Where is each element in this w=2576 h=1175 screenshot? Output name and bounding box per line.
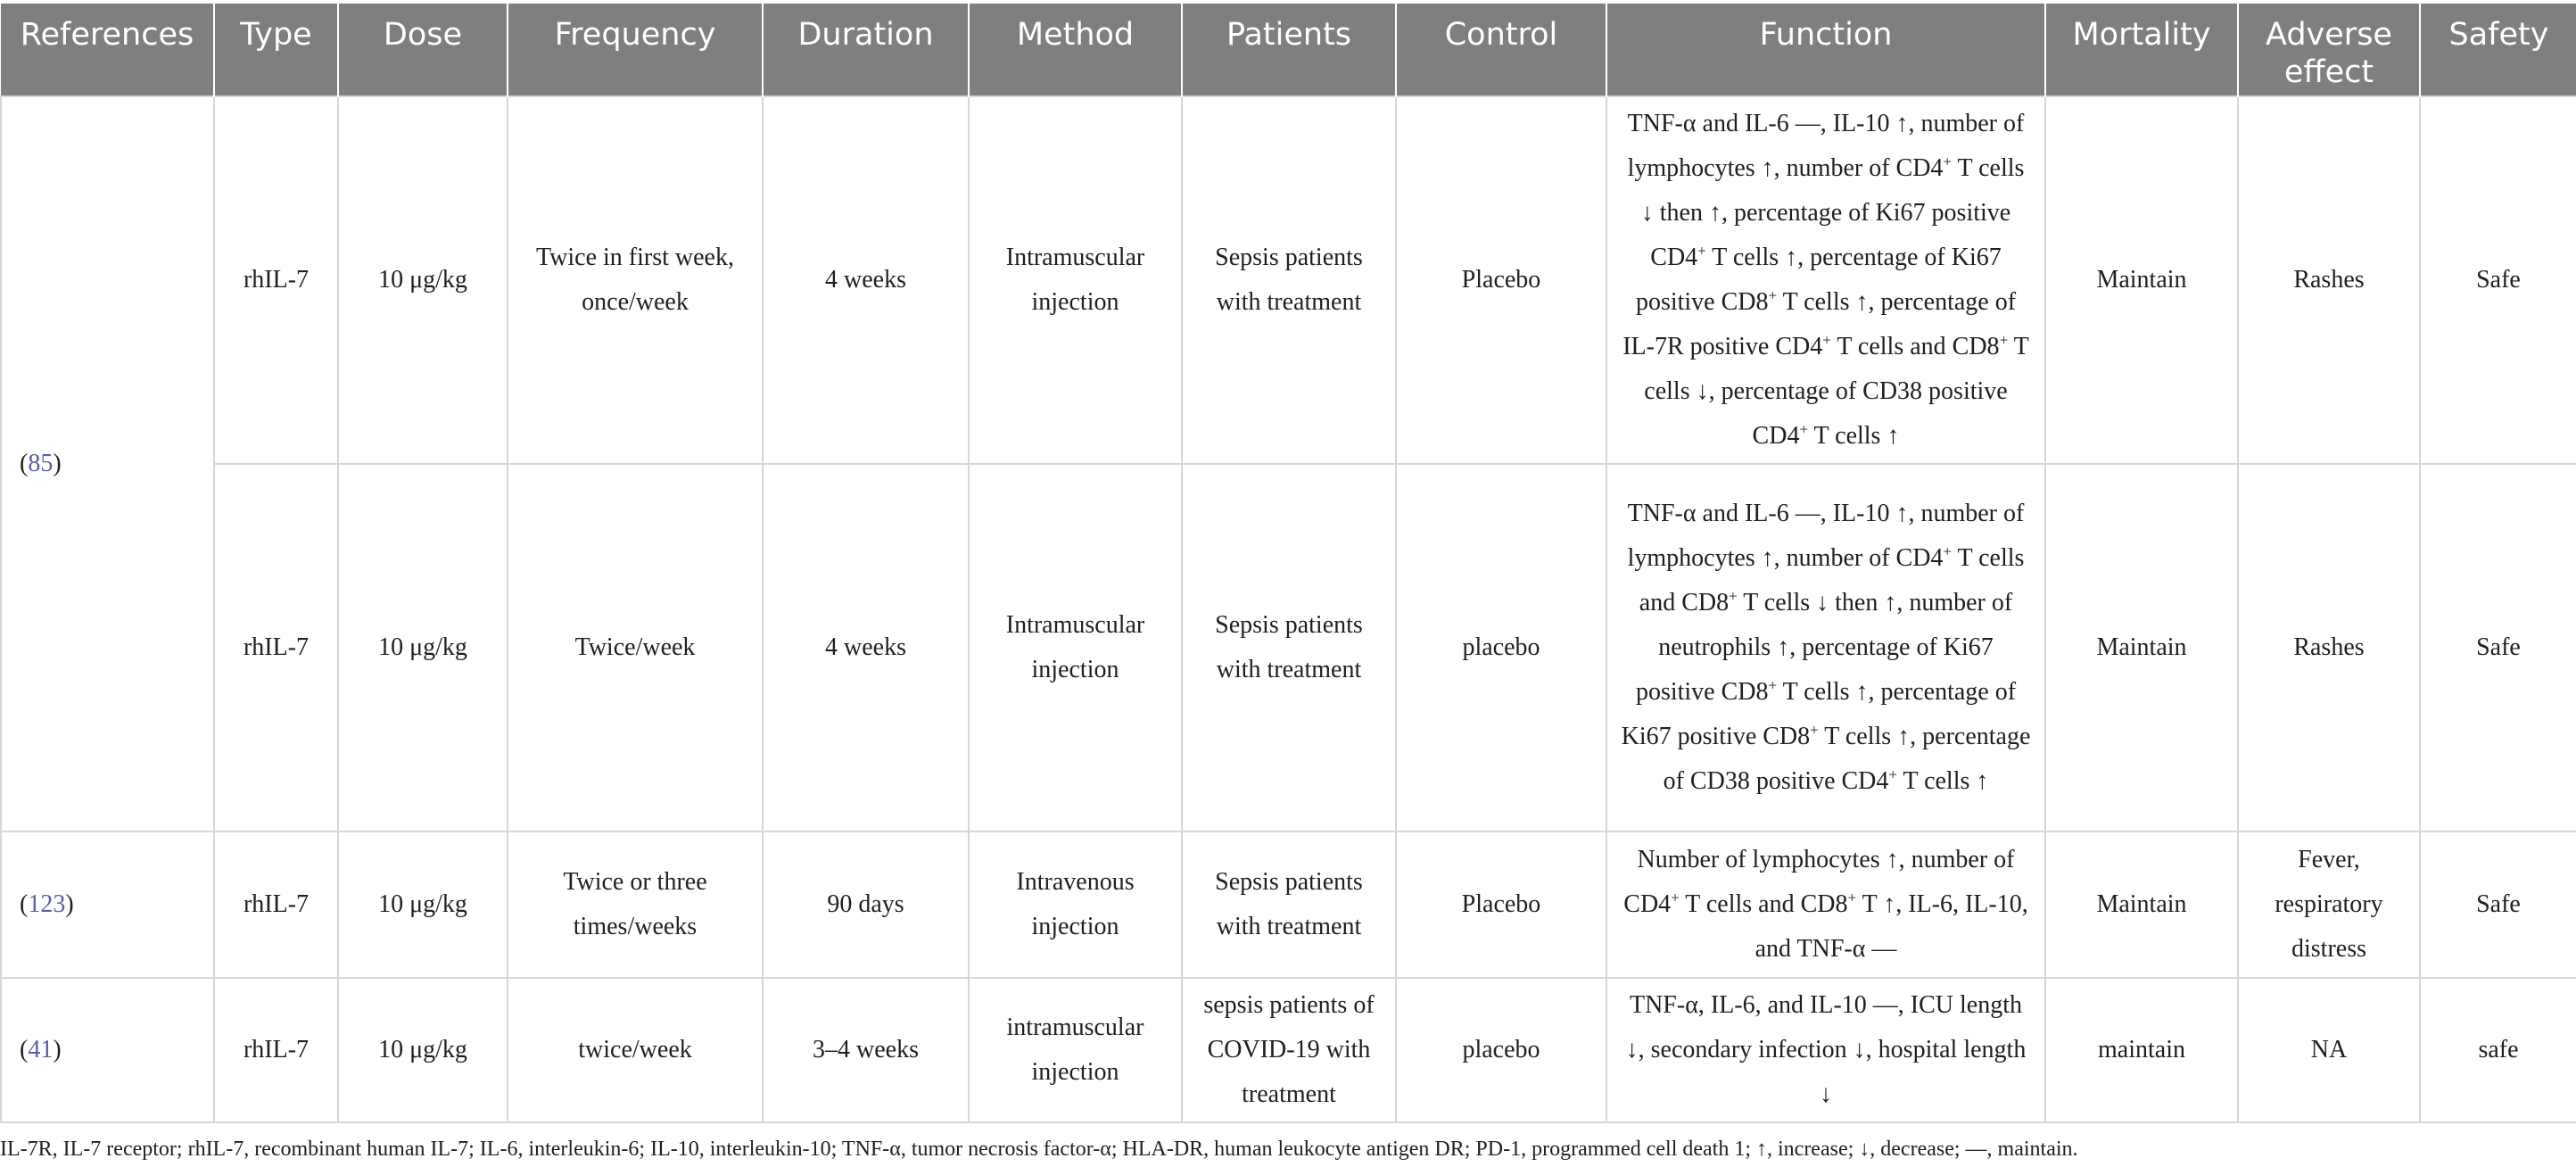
- control-cell: Placebo: [1396, 832, 1606, 978]
- control-cell: placebo: [1396, 464, 1606, 832]
- header-frequency: Frequency: [508, 4, 763, 96]
- superscript-plus: +: [1888, 765, 1897, 783]
- dose-cell: 10 μg/kg: [338, 978, 508, 1122]
- function-cell: [1606, 832, 2045, 978]
- function-cell: [1606, 96, 2045, 464]
- method-cell: intramuscular injection: [969, 978, 1182, 1122]
- dose-cell: 10 μg/kg: [338, 832, 508, 978]
- safety-cell: Safe: [2420, 464, 2576, 832]
- table-row: [1, 978, 2576, 1122]
- header-adverse-effect: Adverse effect: [2238, 4, 2420, 96]
- patients-cell: sepsis patients of COVID-19 with treatment: [1182, 978, 1396, 1122]
- type-cell: rhIL-7: [214, 96, 338, 464]
- function-text: [1621, 983, 2031, 1117]
- function-text: [1621, 838, 2031, 972]
- reference-link[interactable]: 85: [28, 450, 54, 477]
- superscript-plus: +: [1943, 542, 1953, 560]
- header-type: Type: [214, 4, 338, 96]
- superscript-plus: +: [1810, 721, 1819, 739]
- dose-cell: 10 μg/kg: [338, 96, 508, 464]
- duration-cell: 4 weeks: [763, 464, 969, 832]
- function-cell: [1606, 978, 2045, 1122]
- mortality-cell: Maintain: [2045, 832, 2238, 978]
- function-text-part: T cells and CD8: [1679, 890, 1848, 918]
- adverse-effect-cell: Rashes: [2238, 96, 2420, 464]
- header-duration: Duration: [763, 4, 969, 96]
- control-cell: placebo: [1396, 978, 1606, 1122]
- superscript-plus: +: [1822, 331, 1831, 349]
- superscript-plus: +: [1768, 286, 1778, 304]
- patients-cell: Sepsis patients with treatment: [1182, 832, 1396, 978]
- superscript-plus: +: [1671, 889, 1680, 906]
- header-safety: Safety: [2420, 4, 2576, 96]
- type-cell: rhIL-7: [214, 464, 338, 832]
- reference-cell: (123): [1, 832, 214, 978]
- mortality-cell: Maintain: [2045, 464, 2238, 832]
- superscript-plus: +: [1768, 676, 1778, 694]
- header-mortality: Mortality: [2045, 4, 2238, 96]
- function-text-part: Number of lymphocytes ↑, number of CD4: [1623, 846, 2015, 918]
- header-patients: Patients: [1182, 4, 1396, 96]
- function-text-part: T cells and CD8: [1639, 544, 2025, 616]
- adverse-effect-cell: Fever, respiratory distress: [2238, 832, 2420, 978]
- superscript-plus: +: [1729, 587, 1738, 605]
- patients-cell: Sepsis patients with treatment: [1182, 96, 1396, 464]
- superscript-plus: +: [1697, 242, 1706, 260]
- function-text-part: T cells ↑, percentage of IL-7R positive CD4: [1622, 288, 2017, 360]
- duration-cell: 90 days: [763, 832, 969, 978]
- function-text-part: T cells and CD8: [1830, 333, 2000, 360]
- control-cell: Placebo: [1396, 96, 1606, 464]
- superscript-plus: +: [1799, 420, 1809, 438]
- function-text: [1621, 492, 2031, 804]
- header-row: [1, 4, 2576, 96]
- reference-link[interactable]: 41: [28, 1036, 54, 1063]
- method-cell: Intravenous injection: [969, 832, 1182, 978]
- function-text-part: T cells ↑, percentage of CD38 positive CD4: [1663, 723, 2031, 795]
- table-row: [1, 96, 2576, 464]
- function-cell: [1606, 464, 2045, 832]
- superscript-plus: +: [1999, 331, 2009, 349]
- table-row: [1, 464, 2576, 832]
- patients-cell: Sepsis patients with treatment: [1182, 464, 1396, 832]
- function-text-part: T cells ↓ then ↑, number of neutrophils ↑, percentage of Ki67 positive CD8: [1635, 589, 2013, 706]
- method-cell: Intramuscular injection: [969, 464, 1182, 832]
- type-cell: rhIL-7: [214, 978, 338, 1122]
- function-text-part: T cells ↑, percentage of Ki67 positive CD8: [1621, 678, 2017, 750]
- mortality-cell: Maintain: [2045, 96, 2238, 464]
- safety-cell: safe: [2420, 978, 2576, 1122]
- frequency-cell: twice/week: [508, 978, 763, 1122]
- header-method: Method: [969, 4, 1182, 96]
- data-table: [0, 4, 2576, 1123]
- header-control: Control: [1396, 4, 1606, 96]
- reference-cell: (41): [1, 978, 214, 1122]
- type-cell: rhIL-7: [214, 832, 338, 978]
- header-references: References: [1, 4, 214, 96]
- safety-cell: Safe: [2420, 832, 2576, 978]
- table-footnote: IL-7R, IL-7 receptor; rhIL-7, recombinant human IL-7; IL-6, interleukin-6; IL-10, interleukin-10; TNF-α, tumor necrosis factor-α; HLA-DR, human leukocyte antigen DR; PD-1, programmed cell death 1; ↑, increase; ↓, decrease; —, maintain.: [0, 1138, 2078, 1161]
- frequency-cell: Twice in first week, once/week: [508, 96, 763, 464]
- function-text-part: T cells ↑: [1808, 422, 1900, 450]
- method-cell: Intramuscular injection: [969, 96, 1182, 464]
- function-text-part: T cells ↓, percentage of CD38 positive CD4: [1644, 333, 2029, 450]
- function-text-part: T cells ↑, percentage of Ki67 positive CD8: [1635, 244, 2002, 316]
- function-text-part: T cells ↓ then ↑, percentage of Ki67 positive CD4: [1640, 154, 2025, 271]
- function-text-part: TNF-α and IL-6 —, IL-10 ↑, number of lymphocytes ↑, number of CD4: [1627, 110, 2025, 182]
- duration-cell: 4 weeks: [763, 96, 969, 464]
- mortality-cell: maintain: [2045, 978, 2238, 1122]
- adverse-effect-cell: NA: [2238, 978, 2420, 1122]
- header-dose: Dose: [338, 4, 508, 96]
- frequency-cell: Twice or three times/weeks: [508, 832, 763, 978]
- dose-cell: 10 μg/kg: [338, 464, 508, 832]
- function-text-part: T cells ↑: [1896, 767, 1989, 795]
- adverse-effect-cell: Rashes: [2238, 464, 2420, 832]
- superscript-plus: +: [1847, 889, 1857, 906]
- safety-cell: Safe: [2420, 96, 2576, 464]
- reference-link[interactable]: 123: [28, 890, 66, 918]
- reference-cell: (85): [1, 96, 214, 832]
- duration-cell: 3–4 weeks: [763, 978, 969, 1122]
- function-text-part: TNF-α and IL-6 —, IL-10 ↑, number of lymphocytes ↑, number of CD4: [1627, 500, 2025, 572]
- function-text-part: T ↑, IL-6, IL-10, and TNF-α —: [1754, 890, 2028, 963]
- function-text: [1621, 102, 2031, 459]
- superscript-plus: +: [1943, 153, 1953, 170]
- header-function: Function: [1606, 4, 2045, 96]
- function-text-part: TNF-α, IL-6, and IL-10 —, ICU length ↓, secondary infection ↓, hospital length ↓: [1625, 991, 2027, 1108]
- frequency-cell: Twice/week: [508, 464, 763, 832]
- table-row: [1, 832, 2576, 978]
